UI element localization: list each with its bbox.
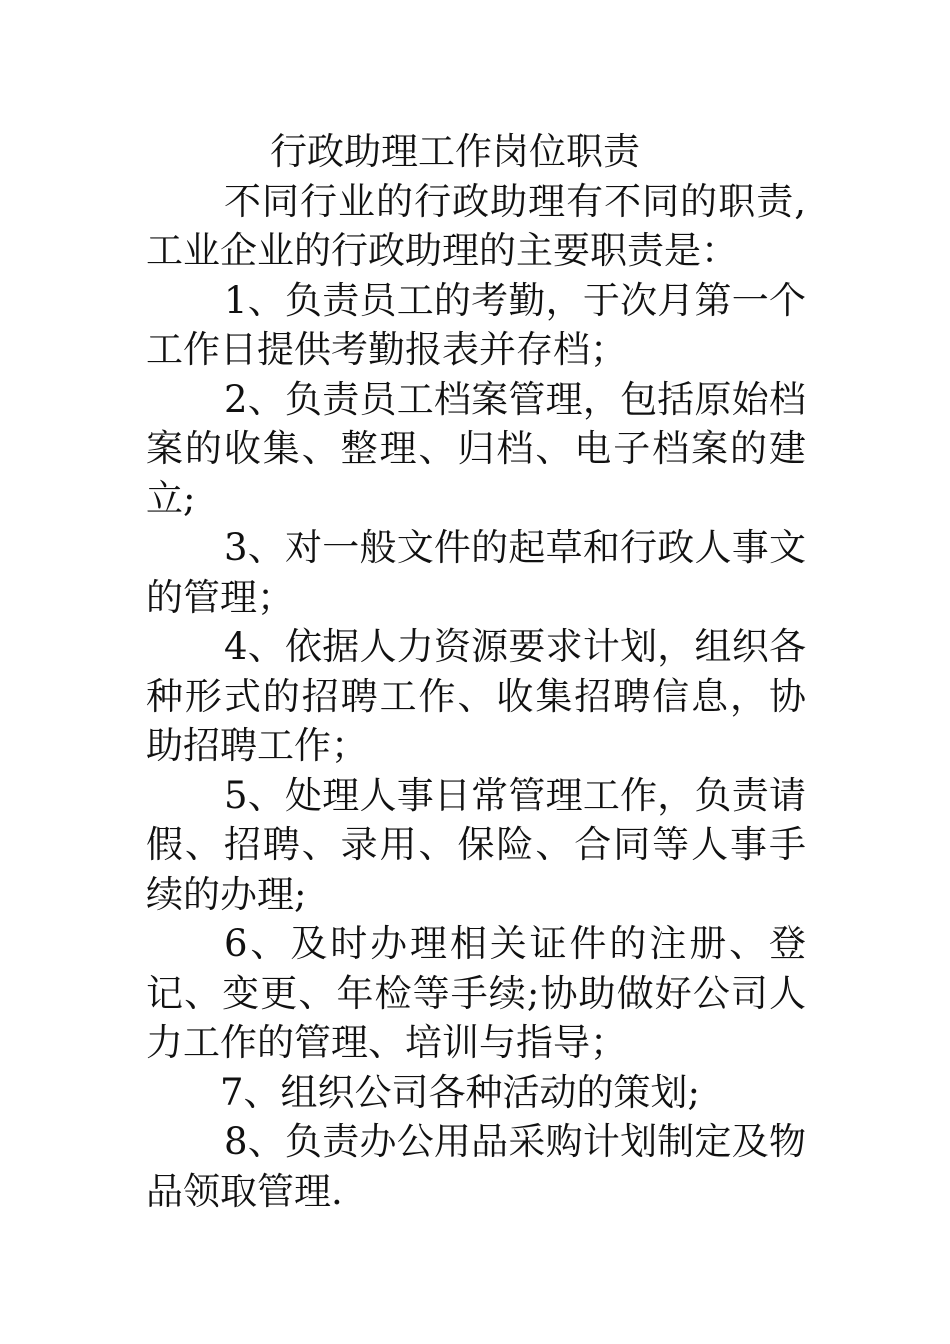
- duty-item-3: 3、对一般文件的起草和行政人事文的管理；: [146, 526, 806, 619]
- document-body: [146, 127, 806, 1216]
- duty-item-7: 7、组织公司各种活动的策划;: [220, 1070, 701, 1114]
- duty-item-8: 8、负责办公用品采购计划制定及物品领取管理.: [146, 1120, 806, 1213]
- duty-item-5: 5、处理人事日常管理工作，负责请假、招聘、录用、保险、合同等人事手续的办理;: [146, 773, 806, 916]
- duty-item-1: 1、负责员工的考勤，于次月第一个工作日提供考勤报表并存档；: [146, 278, 806, 371]
- document-title: 行政助理工作岗位职责: [270, 130, 640, 173]
- intro-paragraph: 不同行业的行政助理有不同的职责,工业企业的行政助理的主要职责是：: [146, 179, 806, 272]
- duty-item-6: 6、及时办理相关证件的注册、登记、变更、年检等手续;协助做好公司人力工作的管理、培训与指导；: [146, 922, 806, 1064]
- duty-item-4: 4、依据人力资源要求计划，组织各种形式的招聘工作、收集招聘信息，协助招聘工作；: [146, 625, 806, 767]
- duty-item-2: 2、负责员工档案管理，包括原始档案的收集、整理、归档、电子档案的建立;: [146, 377, 806, 520]
